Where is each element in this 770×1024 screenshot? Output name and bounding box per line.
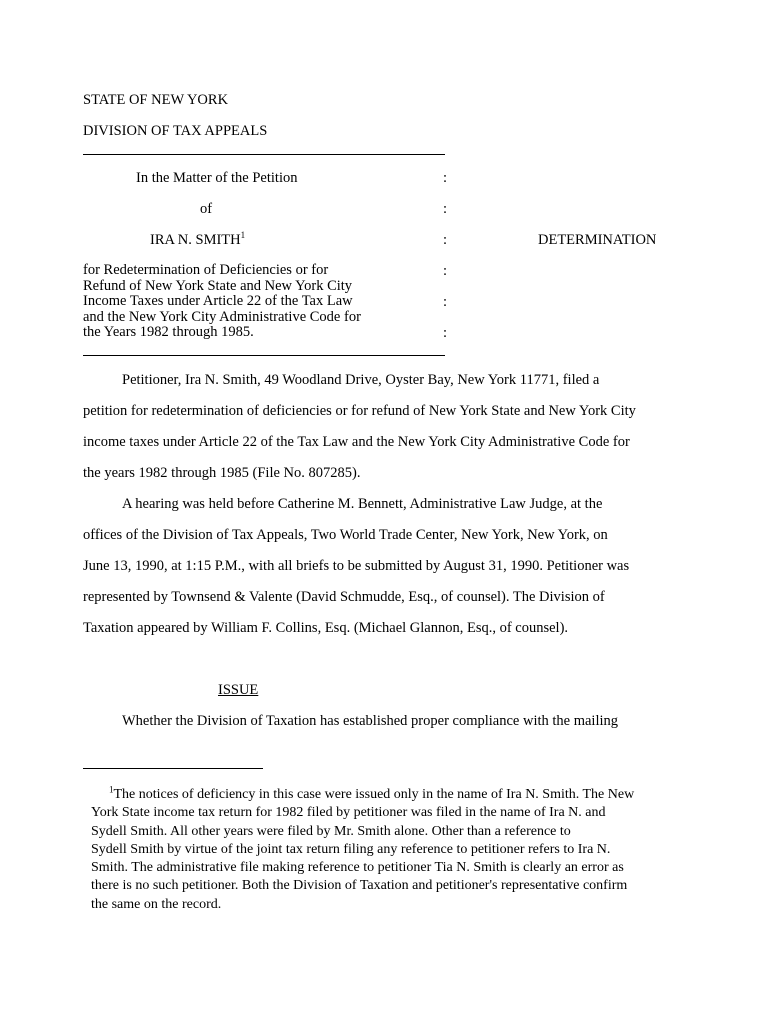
footnote-line: Sydell Smith. All other years were filed by Mr. Smith alone. Other than a reference to	[91, 823, 571, 839]
footnote-line-text: The notices of deficiency in this case were issued only in the name of Ira N. Smith. The New	[113, 787, 635, 802]
body-line: income taxes under Article 22 of the Tax Law and the New York City Administrative Code for	[83, 434, 630, 450]
footnote-line: Sydell Smith by virtue of the joint tax return filing any reference to petitioner refers to Ira N.	[91, 841, 611, 857]
body-line: offices of the Division of Tax Appeals, Two World Trade Center, New York, New York, on	[83, 527, 608, 543]
footnote-ref: 1	[240, 230, 246, 241]
footnote-marker: 1	[109, 784, 114, 795]
body-line: Taxation appeared by William F. Collins, Esq. (Michael Glannon, Esq., of counsel).	[83, 620, 569, 636]
caption-colon: :	[443, 201, 448, 217]
caption-description	[83, 263, 423, 341]
petitioner-name	[150, 232, 245, 249]
caption-desc-line: Income Taxes under Article 22 of the Tax Law	[83, 293, 353, 309]
body-line: June 13, 1990, at 1:15 P.M., with all briefs to be submitted by August 31, 1990. Petitioner was	[83, 558, 630, 574]
caption-colon: :	[443, 325, 448, 341]
body-line: the years 1982 through 1985 (File No. 807285).	[83, 465, 361, 481]
footnote-line: York State income tax return for 1982 filed by petitioner was filed in the name of Ira N. and	[91, 805, 606, 821]
footnote-line	[91, 786, 691, 804]
determination-title: DETERMINATION	[538, 232, 657, 248]
body-line: A hearing was held before Catherine M. Bennett, Administrative Law Judge, at the	[122, 496, 603, 512]
caption-top-rule	[83, 154, 445, 155]
body-line: represented by Townsend & Valente (David Schmudde, Esq., of counsel). The Division of	[83, 589, 605, 605]
footnote-line: there is no such petitioner. Both the Division of Taxation and petitioner's representative confirm	[91, 878, 628, 894]
issue-line: Whether the Division of Taxation has established proper compliance with the mailing	[122, 713, 619, 729]
body-line: Petitioner, Ira N. Smith, 49 Woodland Drive, Oyster Bay, New York 11771, filed a	[122, 372, 600, 388]
footnote-separator	[83, 768, 263, 769]
caption-bottom-rule	[83, 355, 445, 356]
caption-desc-line: for Redetermination of Deficiencies or for	[83, 262, 329, 278]
footnote	[91, 786, 691, 914]
of-line: of	[200, 201, 213, 217]
petitioner-name-text: IRA N. SMITH	[150, 232, 241, 248]
caption-colon: :	[443, 170, 448, 186]
state-heading: STATE OF NEW YORK	[83, 92, 229, 108]
division-heading: DIVISION OF TAX APPEALS	[83, 123, 268, 139]
caption-desc-line: Refund of New York State and New York City	[83, 277, 353, 294]
footnote-line: Smith. The administrative file making reference to petitioner Tia N. Smith is clearly an error as	[91, 860, 624, 876]
caption-desc-line: the Years 1982 through 1985.	[83, 324, 254, 340]
caption-colon: :	[443, 294, 448, 310]
matter-line: In the Matter of the Petition	[136, 170, 298, 186]
caption-colon: :	[443, 232, 448, 248]
footnote-line: the same on the record.	[91, 896, 222, 912]
body-line: petition for redetermination of deficiencies or for refund of New York State and New York City	[83, 403, 636, 419]
caption-desc-line: and the New York City Administrative Code for	[83, 308, 361, 325]
issue-heading: ISSUE	[218, 682, 259, 698]
caption-colon: :	[443, 263, 448, 279]
